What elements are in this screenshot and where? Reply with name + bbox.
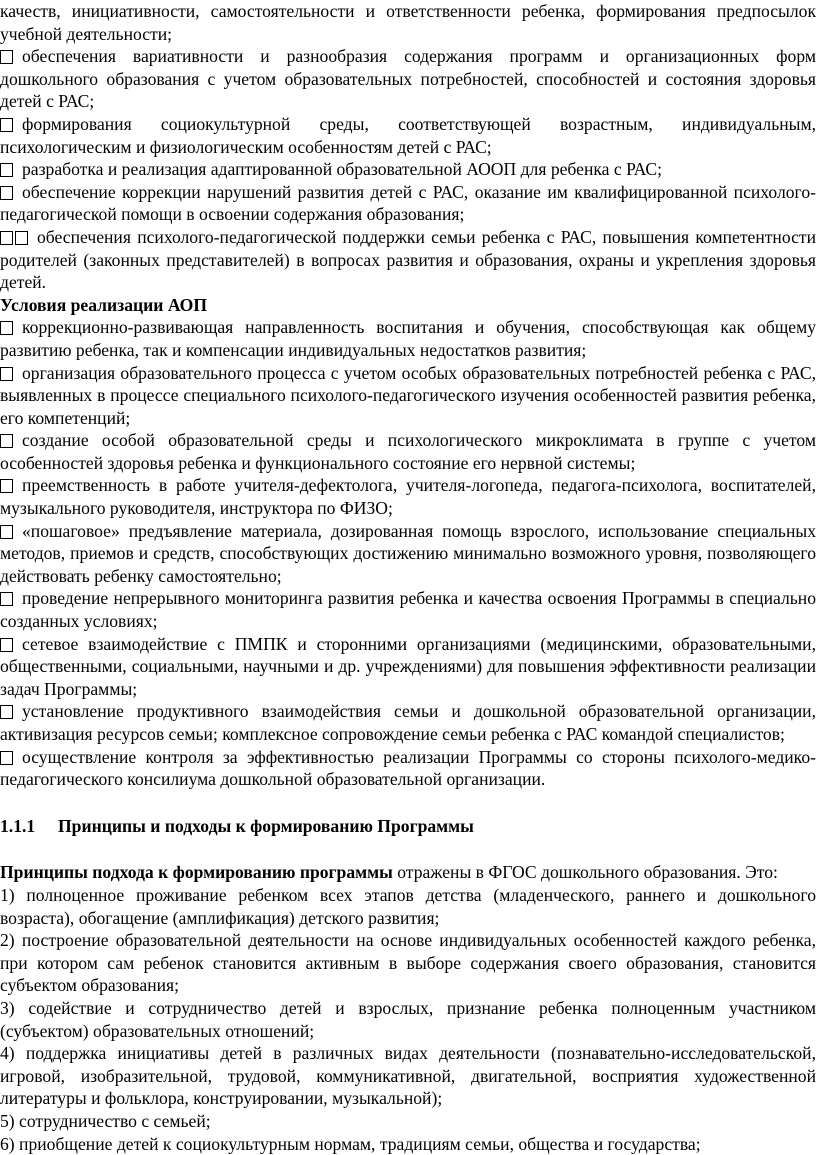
condition-item: создание особой образовательной среды и психологического микроклимата в группе с учетом особенностей здоровья ребенка и функционального состояние его нервной системы; (0, 430, 816, 473)
principles-intro-bold: Принципы подхода к формированию программы (0, 862, 393, 883)
principles-intro-text: отражены в ФГОС дошкольного образования. Это: (392, 862, 778, 883)
principle-item: 4) поддержка инициативы детей в различных видах деятельности (познавательно-исследовательской, игровой, изобразительной, трудовой, коммуникативной, двигательной, восприятия художественной литературы и фольклора, конструировании, музыкальной); (0, 1043, 816, 1109)
bullet-box-icon (0, 231, 13, 245)
condition-item: установление продуктивного взаимодействия семьи и дошкольной образовательной организации, активизация ресурсов семьи; комплексное сопровождение семьи ребенка с РАС командой специалистов; (0, 701, 816, 744)
bullet-box-icon (15, 231, 28, 245)
bullet-box-icon (0, 50, 13, 64)
principle-item: 2) построение образовательной деятельности на основе индивидуальных особенностей каждого ребенка, при котором сам ребенок становится активным в выборе содержания своего образования, становится субъектом образования; (0, 930, 816, 996)
bullet-box-icon (0, 751, 13, 765)
principle-item: 3) содействие и сотрудничество детей и взрослых, признание ребенка полноценным участником (субъектом) образовательных отношений; (0, 997, 816, 1041)
goal-item: обеспечение коррекции нарушений развития детей с РАС, оказание им квалифицированной психолого-педагогической помощи в освоении содержания образования; (0, 181, 816, 225)
section-number: 1.1.1 (0, 815, 36, 836)
bullet-box-icon (0, 367, 13, 381)
conditions-heading: Условия реализации АОП (0, 294, 208, 315)
principle-item: 6) приобщение детей к социокультурным нормам, традициям семьи, общества и государства; (0, 1133, 701, 1154)
goal-item: обеспечения вариативности и разнообразия содержания программ и организационных форм дошкольного образования с учетом образовательных потребностей, способностей и состояния здоровья детей с РАС; (0, 46, 816, 112)
section-title: Принципы и подходы к формированию Программы (58, 815, 474, 836)
bullet-box-icon (0, 705, 13, 719)
bullet-box-icon (0, 434, 13, 448)
bullet-box-icon (0, 321, 13, 335)
bullet-box-icon (0, 186, 13, 200)
goal-item: обеспечения психолого-педагогической поддержки семьи ребенка с РАС, повышения компетентности родителей (законных представителей) в вопросах развития и образования, охраны и укрепления здоровья детей. (0, 226, 816, 293)
condition-item: преемственность в работе учителя-дефектолога, учителя-логопеда, педагога-психолога, воспитателей, музыкального руководителя, инструктора по ФИЗО; (0, 475, 816, 519)
paragraph-continuation: качеств, инициативности, самостоятельности и ответственности ребенка, формирования предпосылок учебной деятельности; (0, 1, 816, 44)
condition-item: осуществление контроля за эффективностью реализации Программы со стороны психолого-медико-педагогического консилиума дошкольной образовательной организации. (0, 746, 816, 790)
bullet-box-icon (0, 163, 13, 177)
bullet-box-icon (0, 118, 13, 132)
goal-item: формирования социокультурной среды, соответствующей возрастным, индивидуальным, психологическим и физиологическим особенностям детей с РАС; (0, 113, 816, 157)
condition-item: проведение непрерывного мониторинга развития ребенка и качества освоения Программы в специально созданных условиях; (0, 588, 816, 632)
section-heading (0, 815, 816, 838)
goal-item: разработка и реализация адаптированной образовательной АООП для ребенка с РАС; (0, 158, 816, 181)
principles-intro (0, 861, 816, 884)
bullet-box-icon (0, 525, 13, 539)
principle-item: 1) полноценное проживание ребенком всех этапов детства (младенческого, раннего и дошкольного возраста), обогащение (амплификация) детского развития; (0, 884, 816, 928)
condition-item: «пошаговое» предъявление материала, дозированная помощь взрослого, использование специальных методов, приемов и средств, способствующих достижению минимально возможного уровня, позволяющего действовать ребенку самостоятельно; (0, 520, 816, 586)
condition-item: коррекционно-развивающая направленность воспитания и обучения, способствующая как общему развитию ребенка, так и компенсации индивидуальных недостатков развития; (0, 317, 816, 360)
principle-item: 5) сотрудничество с семьей; (0, 1110, 211, 1131)
condition-item: организация образовательного процесса с учетом особых образовательных потребностей ребенка с РАС, выявленных в процессе специального психолого-педагогического изучения особенностей развития ребенка, его компетенций; (0, 362, 816, 428)
bullet-box-icon (0, 638, 13, 652)
bullet-box-icon (0, 592, 13, 606)
condition-item: сетевое взаимодействие с ПМПК и сторонними организациями (медицинскими, образовательными, общественными, социальными, научными и др. учреждениями) для повышения эффективности реализации задач Программы; (0, 633, 816, 699)
bullet-box-icon (0, 479, 13, 493)
